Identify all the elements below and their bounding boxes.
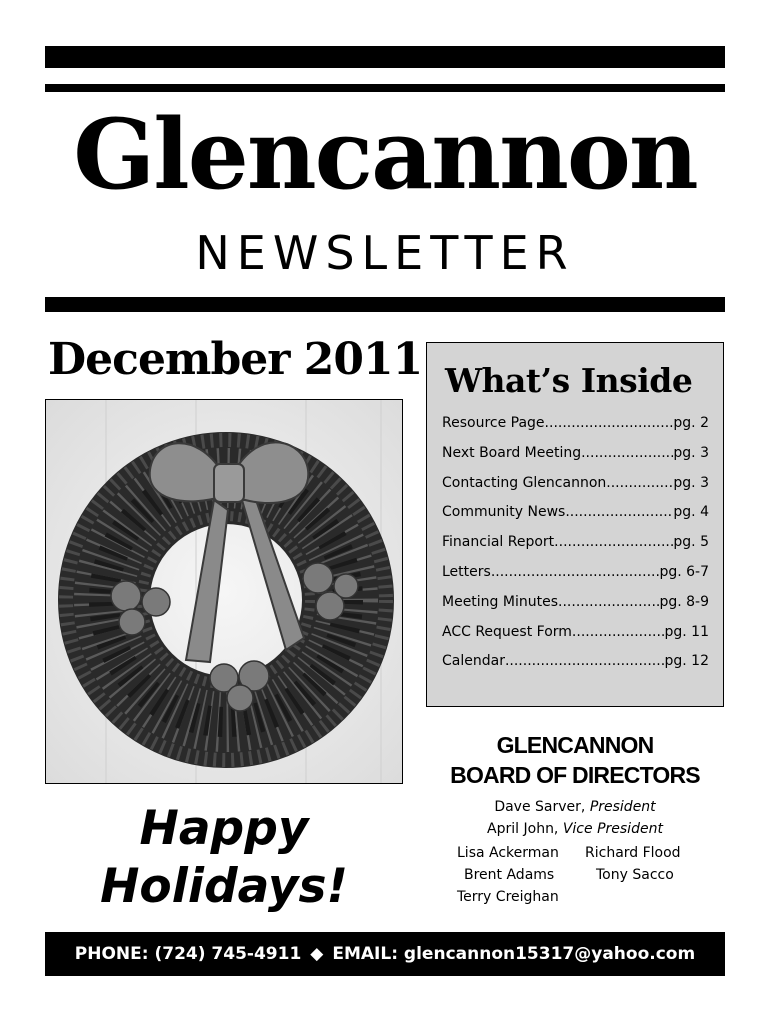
toc-item [442, 409, 709, 439]
whats-inside-title: What’s Inside [445, 361, 693, 400]
footer-phone: PHONE: (724) 745-4911 [74, 944, 302, 964]
toc-leader [554, 528, 673, 558]
issue-date: December 2011 [48, 334, 423, 385]
toc-leader [606, 469, 673, 499]
greeting-line-2: Holidays! [100, 859, 348, 914]
toc-item [442, 647, 709, 677]
toc-item-label: Meeting Minutes [442, 593, 559, 610]
president-name: Dave Sarver, [494, 799, 586, 815]
vice-president-role: Vice President [562, 821, 663, 837]
board-member: Brent Adams [464, 867, 555, 883]
board-president [426, 796, 724, 818]
diamond-separator-icon: ◆ [310, 944, 324, 964]
toc-item [442, 588, 709, 618]
toc-item-label: Financial Report [442, 534, 555, 551]
toc-item-page: pg. 3 [673, 474, 709, 491]
toc-item-page: pg. 12 [664, 653, 709, 670]
top-rule-thin [45, 84, 725, 92]
toc-leader [565, 498, 673, 528]
board-member: Terry Creighan [457, 889, 559, 905]
vice-president-name: April John, [487, 821, 559, 837]
board-member: Lisa Ackerman [457, 845, 559, 861]
board-member: Richard Flood [585, 845, 681, 861]
toc-item-page: pg. 5 [673, 534, 709, 551]
toc-leader [491, 558, 660, 588]
masthead-title: Glencannon [73, 98, 697, 211]
contact-footer [45, 932, 725, 976]
board-member: Tony Sacco [596, 867, 674, 883]
toc-leader [581, 439, 673, 469]
toc-item-label: Letters [442, 563, 491, 580]
president-role: President [589, 799, 656, 815]
greeting-line-1: Happy [139, 801, 309, 856]
toc-item-page: pg. 8-9 [659, 593, 709, 610]
toc-item [442, 469, 709, 499]
masthead-subtitle: NEWSLETTER [195, 226, 575, 280]
toc-item-label: Community News [442, 504, 566, 521]
toc-leader [572, 618, 665, 648]
toc-item [442, 618, 709, 648]
wreath-photo [45, 399, 403, 784]
toc-item [442, 558, 709, 588]
toc-leader [558, 588, 659, 618]
toc-item-label: Contacting Glencannon [442, 474, 607, 491]
toc-leader [545, 409, 674, 439]
toc-item-page: pg. 6-7 [659, 563, 709, 580]
wreath-illustration [46, 400, 402, 783]
toc-item-label: Calendar [442, 653, 505, 670]
toc-item-page: pg. 3 [673, 444, 709, 461]
toc-item [442, 498, 709, 528]
whats-inside-box [426, 342, 724, 707]
board-vice-president [426, 818, 724, 840]
toc-item-page: pg. 11 [664, 623, 709, 640]
toc-leader [505, 647, 665, 677]
toc-item-label: Next Board Meeting [442, 444, 582, 461]
board-heading-line-1: GLENCANNON [496, 732, 654, 758]
holiday-greeting [45, 800, 403, 916]
board-heading-line-2: BOARD OF DIRECTORS [450, 762, 700, 788]
toc-item-page: pg. 4 [673, 504, 709, 521]
toc-item [442, 528, 709, 558]
footer-email: EMAIL: glencannon15317@yahoo.com [332, 944, 696, 964]
masthead-rule [45, 297, 725, 312]
toc-item-label: ACC Request Form [442, 623, 572, 640]
toc-item [442, 439, 709, 469]
top-rule-thick [45, 46, 725, 68]
table-of-contents [427, 409, 723, 677]
toc-item-label: Resource Page [442, 415, 545, 431]
board-heading [426, 730, 724, 790]
toc-item-page: pg. 2 [673, 415, 709, 431]
